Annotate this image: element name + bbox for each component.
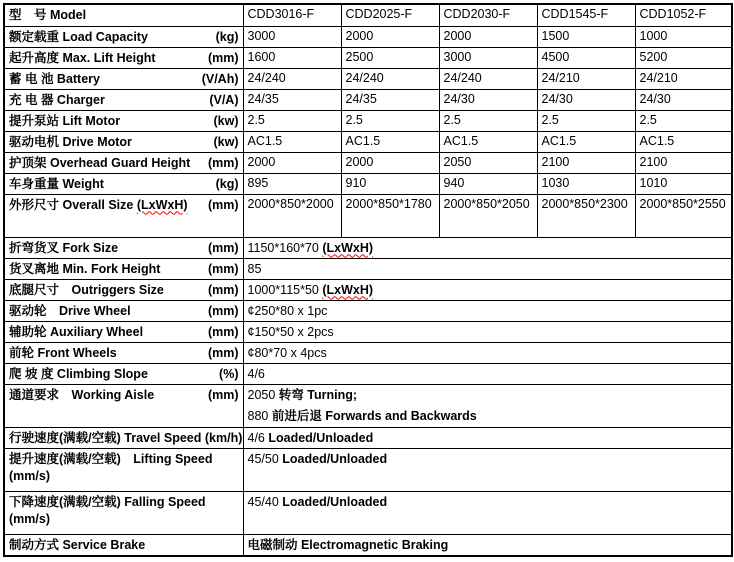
drive-motor-value-cell: AC1.5 [439,131,537,152]
auxiliary-wheel-label [4,321,243,342]
lift-motor-label [4,110,243,131]
weight-label [4,173,243,194]
max-lift-height-label-text [9,50,156,67]
table-row-weight [4,173,732,194]
lifting-speed-label-segment: 提升速度(满载/空载) Lifting Speed [9,451,213,466]
climbing-slope-label-line [9,366,240,383]
falling-speed-value-cell [243,491,732,534]
table-row-front-wheels [4,342,732,363]
front-wheels-value-cell [243,342,732,363]
charger-unit: (V/A) [209,92,239,107]
falling-speed-label-line [9,494,240,511]
charger-value-cell: 24/30 [439,89,537,110]
working-aisle-value-segment: 2050 [247,387,279,402]
lifting-speed-label-line [9,451,240,468]
max-lift-height-label-segment: 起升高度 Max. Lift Height [9,50,156,65]
falling-speed-label-text [9,494,206,511]
outriggers-size-value-segment: (LxWxH) [322,282,374,297]
drive-motor-unit: (kw) [213,134,239,149]
service-brake-label-text [9,537,145,554]
drive-wheel-label [4,300,243,321]
travel-speed-value-line [248,430,729,447]
lifting-speed-label-segment: (mm/s) [9,468,50,483]
overhead-guard-height-unit: (mm) [207,155,239,170]
overall-size-value-cell: 2000*850*2050 [439,194,537,237]
weight-label-text [9,176,104,193]
fork-size-label [4,237,243,258]
outriggers-size-value-line [248,282,729,299]
battery-label [4,68,243,89]
drive-wheel-label-segment: 驱动轮 Drive Wheel [9,303,131,318]
climbing-slope-label-text [9,366,148,383]
max-lift-height-value-cell: 4500 [537,47,635,68]
fork-size-value-cell [243,237,732,258]
outriggers-size-label-text [9,282,164,299]
overhead-guard-height-value-cell: 2050 [439,152,537,173]
outriggers-size-unit: (mm) [207,282,239,297]
auxiliary-wheel-value-line [248,324,729,341]
table-row-working-aisle [4,384,732,427]
outriggers-size-value-segment: 1000*115*50 [247,282,323,297]
lifting-speed-value-line [248,451,729,468]
max-lift-height-value-cell: 5200 [635,47,732,68]
outriggers-size-label-line [9,282,240,299]
overall-size-label-segment: (LxWxH) [136,197,188,212]
outriggers-size-value-cell [243,279,732,300]
overhead-guard-height-value-cell: 2000 [341,152,439,173]
table-row-outriggers-size [4,279,732,300]
models-header-label-text [9,7,86,24]
drive-motor-value-cell: AC1.5 [537,131,635,152]
load-capacity-value-cell: 3000 [243,26,341,47]
drive-wheel-label-text [9,303,131,320]
service-brake-value-cell [243,534,732,556]
max-lift-height-label [4,47,243,68]
falling-speed-value-segment: 45/40 [247,494,283,509]
load-capacity-label-text [9,29,148,46]
overall-size-value-cell: 2000*850*1780 [341,194,439,237]
model-name-cell: CDD2025-F [341,4,439,26]
overall-size-value-cell: 2000*850*2300 [537,194,635,237]
min-fork-height-label-line [9,261,240,278]
max-lift-height-value-cell: 2500 [341,47,439,68]
working-aisle-value-cell [243,384,732,427]
overhead-guard-height-label [4,152,243,173]
lift-motor-value-cell: 2.5 [439,110,537,131]
charger-value-cell: 24/30 [635,89,732,110]
front-wheels-label-line [9,345,240,362]
service-brake-value-segment: 电磁制动 Electromagnetic Braking [247,537,449,552]
working-aisle-value-segment: 前进后退 Forwards and Backwards [271,408,477,423]
overhead-guard-height-value-cell: 2100 [537,152,635,173]
drive-motor-value-cell: AC1.5 [341,131,439,152]
lift-motor-value-cell: 2.5 [341,110,439,131]
working-aisle-label [4,384,243,427]
model-name-cell: CDD1545-F [537,4,635,26]
battery-value-cell: 24/240 [439,68,537,89]
working-aisle-value-segment: 880 [247,408,272,423]
table-row-climbing-slope [4,363,732,384]
table-row-falling-speed [4,491,732,534]
table-row-battery [4,68,732,89]
climbing-slope-value-line [248,366,729,383]
lift-motor-value-cell: 2.5 [635,110,732,131]
lifting-speed-label-text [9,451,212,468]
fork-size-label-line [9,240,240,257]
auxiliary-wheel-label-segment: 辅助轮 Auxiliary Wheel [9,324,144,339]
falling-speed-label-text [9,511,50,528]
load-capacity-value-cell: 1000 [635,26,732,47]
outriggers-size-label-segment: 底腿尺寸 Outriggers Size [9,282,164,297]
table-row-lift-motor [4,110,732,131]
overhead-guard-height-label-line [9,155,240,172]
drive-motor-label-segment: 驱动电机 Drive Motor [9,134,132,149]
max-lift-height-value-cell: 3000 [439,47,537,68]
battery-label-text [9,71,100,88]
falling-speed-value-segment: Loaded/Unloaded [282,494,388,509]
battery-value-cell: 24/240 [341,68,439,89]
spec-table [3,3,733,557]
falling-speed-value-line [248,494,729,511]
working-aisle-label-segment: 通道要求 Working Aisle [9,387,155,402]
auxiliary-wheel-unit: (mm) [207,324,239,339]
drive-wheel-value-segment: ¢250*80 x 1pc [247,303,328,318]
weight-label-line [9,176,240,193]
falling-speed-label-line [9,511,240,528]
max-lift-height-label-line [9,50,240,67]
lifting-speed-label-line [9,468,240,485]
charger-value-cell: 24/35 [243,89,341,110]
lifting-speed-label [4,448,243,491]
drive-motor-value-cell: AC1.5 [243,131,341,152]
lift-motor-label-text [9,113,120,130]
weight-value-cell: 910 [341,173,439,194]
weight-value-cell: 1010 [635,173,732,194]
front-wheels-value-line [248,345,729,362]
lifting-speed-value-segment: Loaded/Unloaded [282,451,388,466]
overall-size-label-segment: 外形尺寸 Overall Size [9,197,137,212]
load-capacity-value-cell: 2000 [341,26,439,47]
climbing-slope-unit: (%) [219,366,239,381]
lifting-speed-value-cell [243,448,732,491]
battery-label-line [9,71,240,88]
front-wheels-unit: (mm) [207,345,239,360]
models-header-label-segment: 型 号 Model [9,8,87,22]
drive-wheel-value-cell [243,300,732,321]
min-fork-height-value-cell [243,258,732,279]
climbing-slope-value-segment: 4/6 [247,366,265,381]
load-capacity-unit: (kg) [215,29,239,44]
drive-motor-label-text [9,134,132,151]
auxiliary-wheel-label-text [9,324,143,341]
overhead-guard-height-label-segment: 护顶架 Overhead Guard Height [9,155,191,170]
load-capacity-value-cell: 2000 [439,26,537,47]
fork-size-value-line [248,240,729,257]
charger-label [4,89,243,110]
models-header-label-line [9,7,240,24]
lift-motor-label-line [9,113,240,130]
charger-value-cell: 24/35 [341,89,439,110]
falling-speed-label-segment: 下降速度(满载/空载) Falling Speed [9,494,206,509]
lift-motor-label-segment: 提升泵站 Lift Motor [9,113,121,128]
weight-value-cell: 895 [243,173,341,194]
table-row-max-lift-height [4,47,732,68]
battery-value-cell: 24/210 [537,68,635,89]
table-row-models-header [4,4,732,26]
table-row-service-brake [4,534,732,556]
overhead-guard-height-label-text [9,155,190,172]
overall-size-label-line [9,197,240,214]
fork-size-value-segment: 1150*160*70 [247,240,323,255]
min-fork-height-unit: (mm) [207,261,239,276]
travel-speed-label [4,427,243,448]
table-row-drive-wheel [4,300,732,321]
weight-unit: (kg) [215,176,239,191]
weight-value-cell: 940 [439,173,537,194]
overall-size-value-cell: 2000*850*2550 [635,194,732,237]
drive-motor-label [4,131,243,152]
table-row-travel-speed [4,427,732,448]
travel-speed-label-line [9,430,243,447]
climbing-slope-value-cell [243,363,732,384]
load-capacity-label-line [9,29,240,46]
drive-wheel-value-line [248,303,729,320]
drive-wheel-label-line [9,303,240,320]
lift-motor-value-cell: 2.5 [537,110,635,131]
weight-label-segment: 车身重量 Weight [9,176,104,191]
climbing-slope-label-segment: 爬 坡 度 Climbing Slope [9,366,148,381]
fork-size-value-segment: (LxWxH) [322,240,374,255]
lifting-speed-label-text [9,468,50,485]
load-capacity-value-cell: 1500 [537,26,635,47]
service-brake-label-line [9,537,240,554]
falling-speed-label-segment: (mm/s) [9,511,50,526]
min-fork-height-label [4,258,243,279]
max-lift-height-value-cell: 1600 [243,47,341,68]
charger-label-text [9,92,105,109]
auxiliary-wheel-value-cell [243,321,732,342]
overall-size-label [4,194,243,237]
overall-size-value-cell: 2000*850*2000 [243,194,341,237]
fork-size-label-text [9,240,118,257]
overall-size-label-text [9,197,188,214]
charger-label-segment: 充 电 器 Charger [9,92,105,107]
front-wheels-label-text [9,345,117,362]
travel-speed-value-segment: Loaded/Unloaded [268,430,374,445]
min-fork-height-value-line [248,261,729,278]
table-row-lifting-speed [4,448,732,491]
overhead-guard-height-value-cell: 2100 [635,152,732,173]
model-name-cell: CDD2030-F [439,4,537,26]
charger-label-line [9,92,240,109]
table-row-fork-size [4,237,732,258]
min-fork-height-label-segment: 货叉离地 Min. Fork Height [9,261,161,276]
working-aisle-label-line [9,387,240,404]
battery-unit: (V/Ah) [201,71,239,86]
drive-motor-label-line [9,134,240,151]
min-fork-height-label-text [9,261,160,278]
lift-motor-value-cell: 2.5 [243,110,341,131]
auxiliary-wheel-value-segment: ¢150*50 x 2pcs [247,324,334,339]
front-wheels-label [4,342,243,363]
outriggers-size-label [4,279,243,300]
table-row-overall-size [4,194,732,237]
working-aisle-value-line [248,387,729,404]
model-name-cell: CDD1052-F [635,4,732,26]
travel-speed-label-segment: 行驶速度(满载/空载) Travel Speed (km/h) [9,430,243,445]
falling-speed-label [4,491,243,534]
battery-value-cell: 24/210 [635,68,732,89]
drive-wheel-unit: (mm) [207,303,239,318]
working-aisle-unit: (mm) [207,387,239,402]
service-brake-label-segment: 制动方式 Service Brake [9,537,146,552]
travel-speed-label-text [9,430,242,447]
working-aisle-label-text [9,387,154,404]
front-wheels-value-segment: ¢80*70 x 4pcs [247,345,327,360]
battery-label-segment: 蓄 电 池 Battery [9,71,100,86]
fork-size-label-segment: 折弯货叉 Fork Size [9,240,119,255]
battery-value-cell: 24/240 [243,68,341,89]
weight-value-cell: 1030 [537,173,635,194]
table-row-min-fork-height [4,258,732,279]
travel-speed-value-segment: 4/6 [247,430,269,445]
min-fork-height-value-segment: 85 [247,261,262,276]
service-brake-label [4,534,243,556]
drive-motor-value-cell: AC1.5 [635,131,732,152]
table-row-load-capacity [4,26,732,47]
table-row-overhead-guard-height [4,152,732,173]
travel-speed-value-cell [243,427,732,448]
models-header-label [4,4,243,26]
charger-value-cell: 24/30 [537,89,635,110]
spec-table-body [4,4,732,556]
working-aisle-value-segment: 转弯 Turning; [278,387,358,402]
overhead-guard-height-value-cell: 2000 [243,152,341,173]
max-lift-height-unit: (mm) [207,50,239,65]
table-row-auxiliary-wheel [4,321,732,342]
front-wheels-label-segment: 前轮 Front Wheels [9,345,117,360]
lift-motor-unit: (kw) [213,113,239,128]
table-row-drive-motor [4,131,732,152]
working-aisle-value-line [248,408,729,425]
overall-size-unit: (mm) [207,197,239,212]
fork-size-unit: (mm) [207,240,239,255]
lifting-speed-value-segment: 45/50 [247,451,283,466]
load-capacity-label [4,26,243,47]
table-row-charger [4,89,732,110]
auxiliary-wheel-label-line [9,324,240,341]
load-capacity-label-segment: 额定载重 Load Capacity [9,29,148,44]
climbing-slope-label [4,363,243,384]
service-brake-value-line [248,537,729,554]
model-name-cell: CDD3016-F [243,4,341,26]
